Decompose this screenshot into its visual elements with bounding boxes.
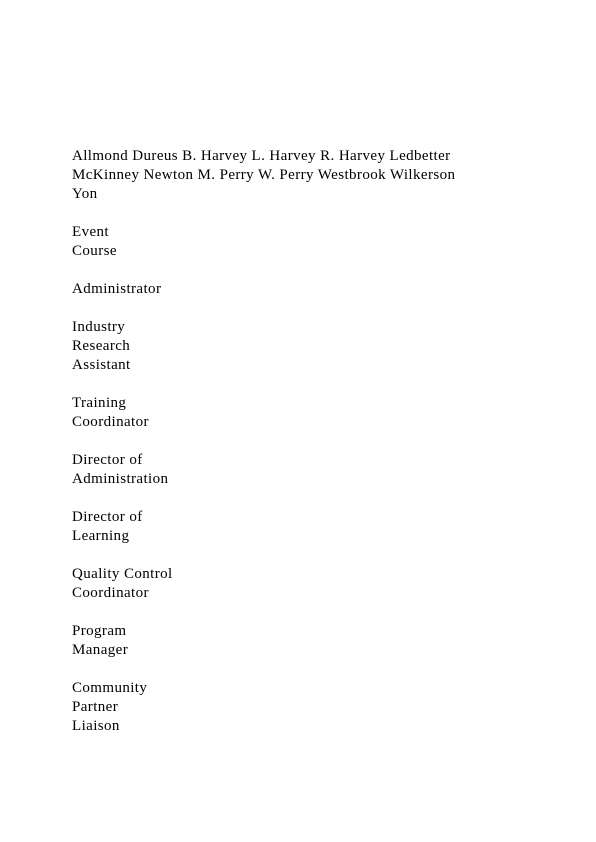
role-line: Program — [72, 623, 127, 639]
role-line: Community — [72, 680, 148, 696]
names-line: McKinney Newton M. Perry W. Perry Westbrook Wilkerson — [72, 167, 456, 183]
role-line: Director of — [72, 452, 143, 468]
role-line: Training — [72, 395, 127, 411]
paragraph-spacer — [72, 660, 512, 679]
paragraph-spacer — [72, 204, 512, 223]
paragraph-spacer — [72, 432, 512, 451]
role-line: Event — [72, 224, 109, 240]
names-line: Yon — [72, 186, 98, 202]
names-paragraph — [72, 147, 512, 204]
role-line: Manager — [72, 642, 129, 658]
role-line: Liaison — [72, 718, 120, 734]
role-program-manager — [72, 622, 512, 660]
role-line: Research — [72, 338, 131, 354]
role-director-of-learning — [72, 508, 512, 546]
paragraph-spacer — [72, 546, 512, 565]
role-line: Administration — [72, 471, 169, 487]
role-director-of-administration — [72, 451, 512, 489]
role-line: Assistant — [72, 357, 131, 373]
role-industry-research-assistant — [72, 318, 512, 375]
role-community-partner-liaison — [72, 679, 512, 736]
role-training-coordinator — [72, 394, 512, 432]
role-line: Administrator — [72, 281, 162, 297]
role-line: Director of — [72, 509, 143, 525]
paragraph-spacer — [72, 261, 512, 280]
document-body — [72, 147, 512, 736]
paragraph-spacer — [72, 603, 512, 622]
role-line: Learning — [72, 528, 130, 544]
role-line: Industry — [72, 319, 126, 335]
role-line: Coordinator — [72, 414, 149, 430]
role-line: Coordinator — [72, 585, 149, 601]
paragraph-spacer — [72, 489, 512, 508]
paragraph-spacer — [72, 299, 512, 318]
role-line: Course — [72, 243, 117, 259]
role-quality-control-coordinator — [72, 565, 512, 603]
role-line: Quality Control — [72, 566, 173, 582]
role-line: Partner — [72, 699, 119, 715]
names-line: Allmond Dureus B. Harvey L. Harvey R. Harvey Ledbetter — [72, 148, 451, 164]
paragraph-spacer — [72, 375, 512, 394]
role-administrator — [72, 280, 512, 299]
role-event-course — [72, 223, 512, 261]
